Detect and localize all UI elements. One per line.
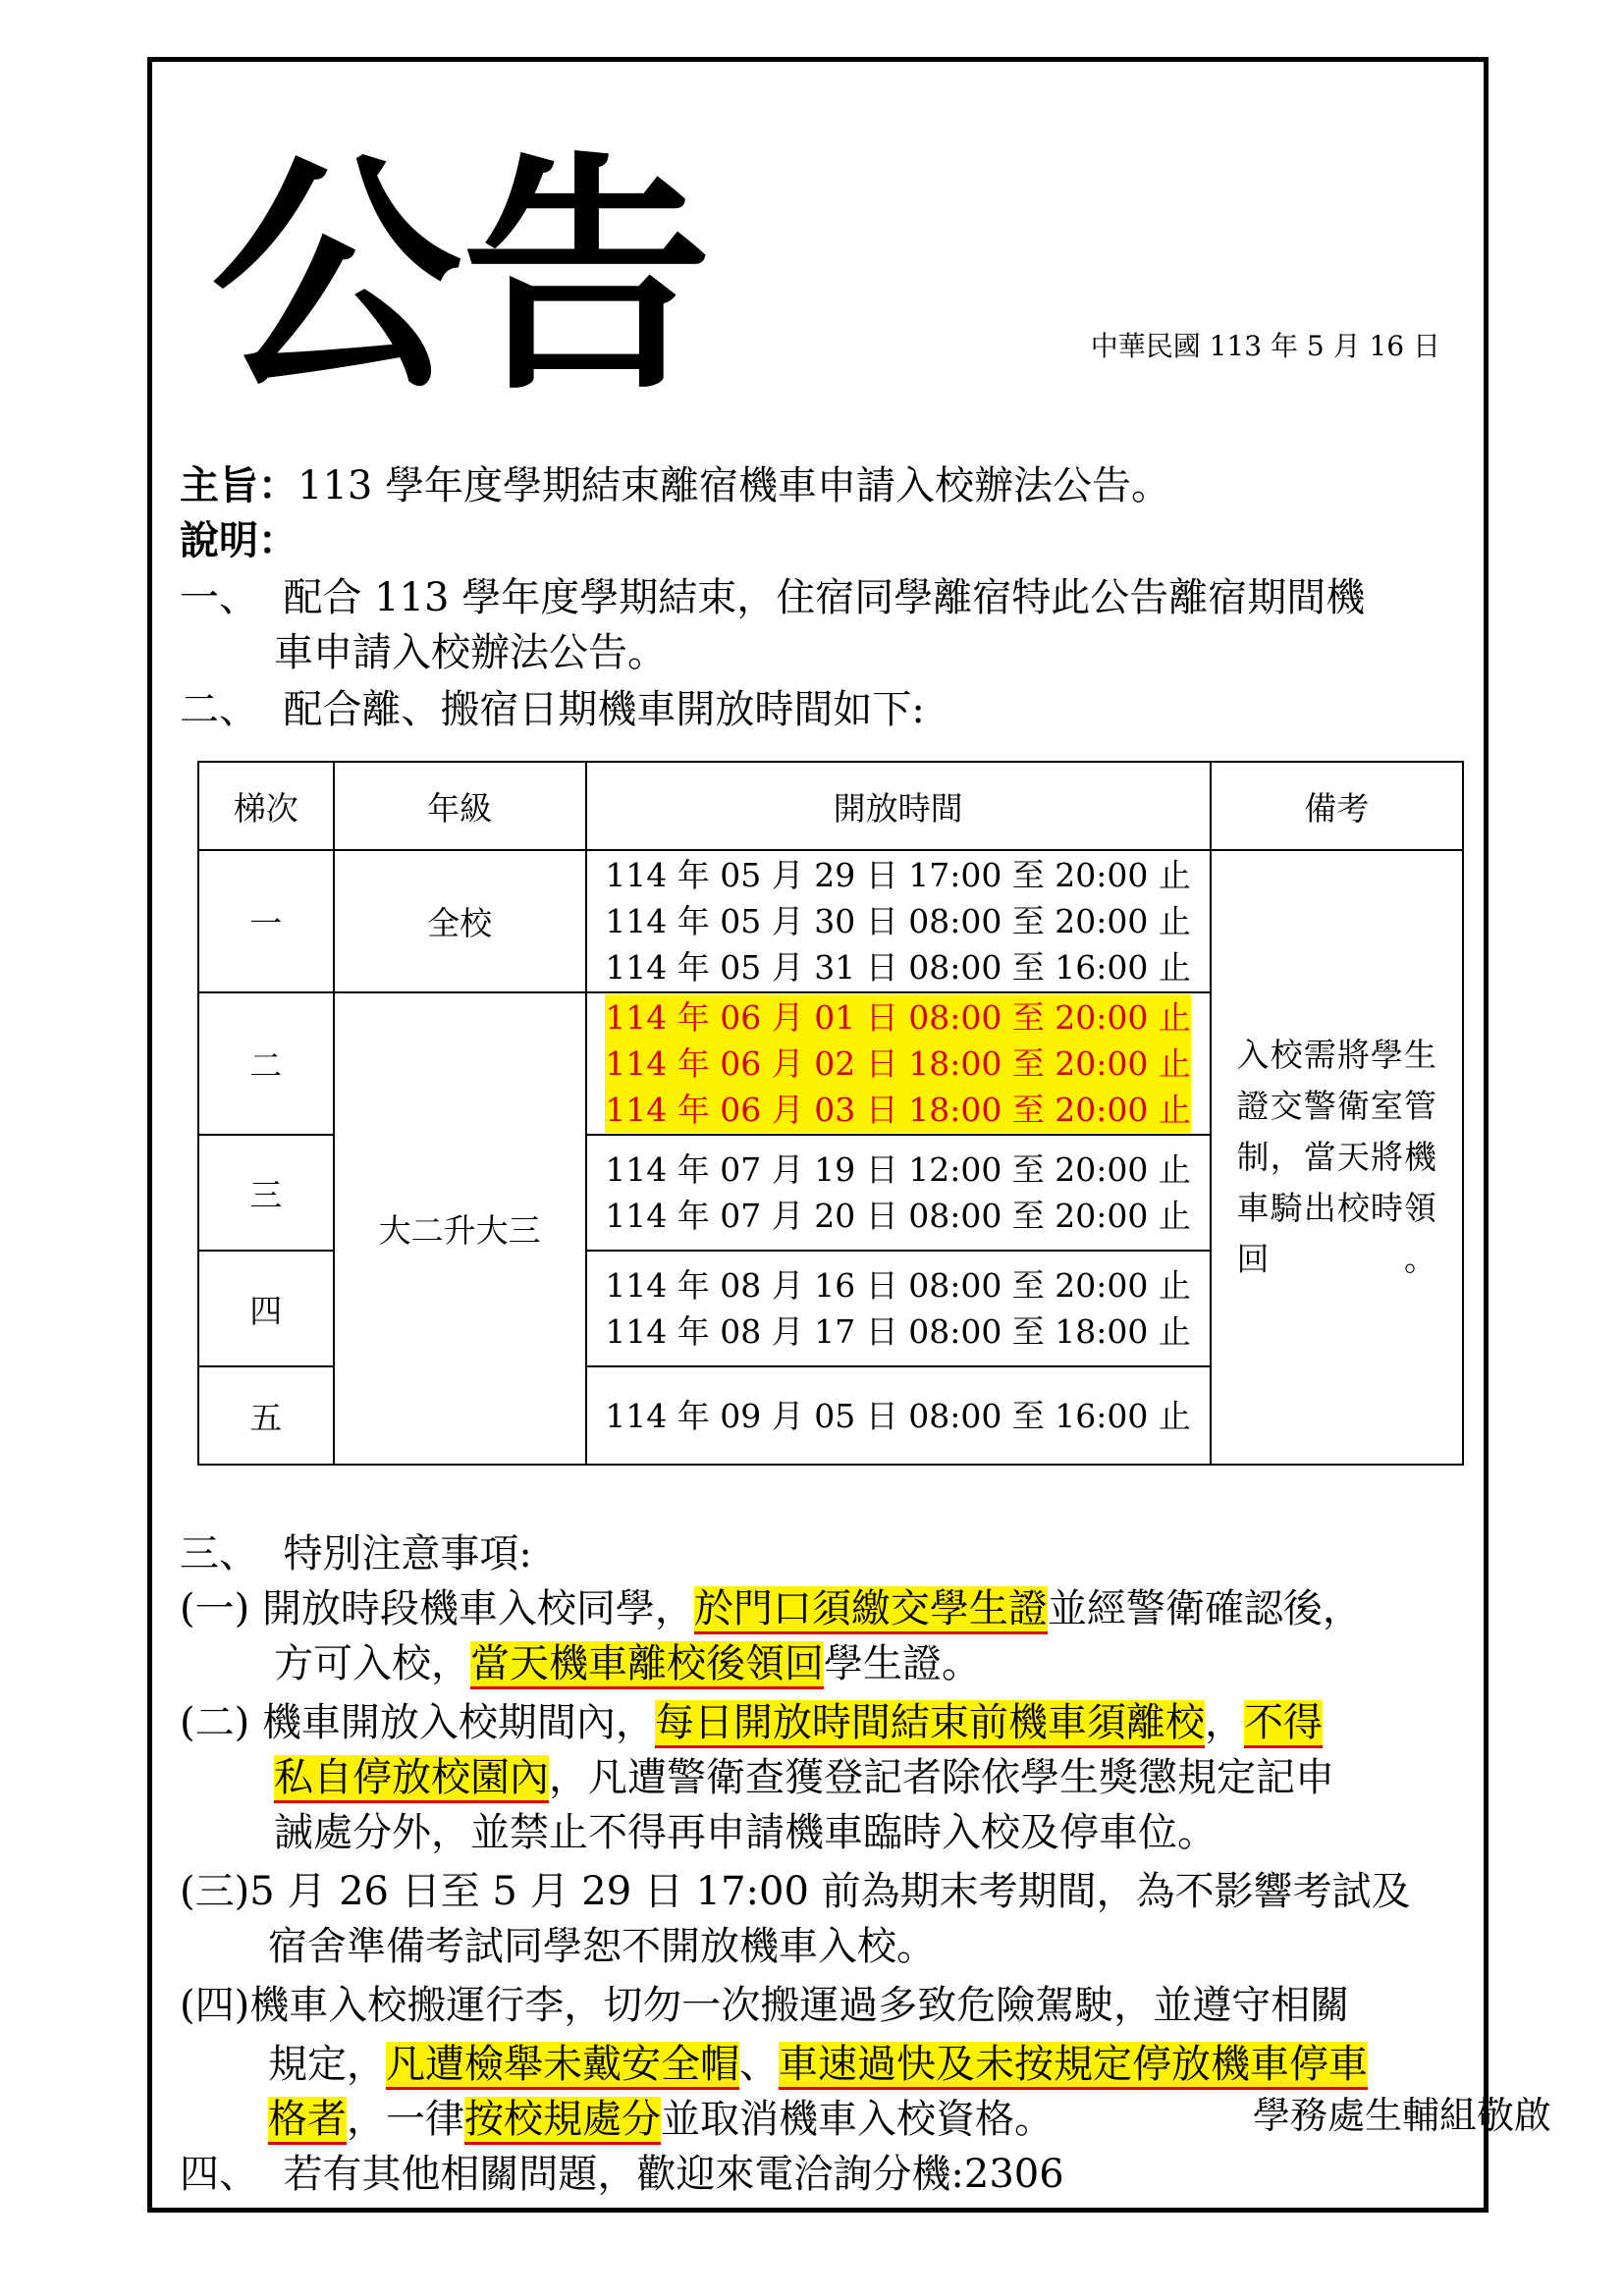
explanation-label: 說明：: [180, 517, 298, 563]
batch-cell: 三: [198, 1135, 334, 1251]
note1-line2: 方可入校，當天機車離校後領回學生證。: [274, 1636, 981, 1691]
header-remark: 備考: [1211, 762, 1463, 850]
time-entry: 114 年 08 月 17 日 08:00 至 18:00 止: [605, 1312, 1191, 1351]
item1-line1: [180, 570, 1365, 625]
item1-number: 一、: [180, 575, 258, 620]
highlight-text: 於門口須繳交學生證: [694, 1586, 1048, 1634]
note1-number: (一): [180, 1586, 250, 1631]
highlight-text: 格者: [268, 2097, 347, 2145]
item4-text: 若有其他相關問題，歡迎來電洽詢分機:2306: [283, 2152, 1064, 2197]
highlight-text: 不得: [1244, 1700, 1323, 1748]
item3-number: 三、: [180, 1531, 258, 1576]
note2-line2: 私自停放校園內，凡遭警衛查獲登記者除依學生獎懲規定記申: [274, 1750, 1334, 1805]
note2-line1: (二) 機車開放入校期間內，每日開放時間結束前機車須離校，不得: [180, 1695, 1323, 1750]
grade-cell-all: 全校: [334, 850, 586, 992]
note3-number: (三): [180, 1869, 250, 1914]
item2-text: 配合離、搬宿日期機車開放時間如下:: [283, 687, 925, 732]
item2-line: [180, 682, 925, 737]
batch-cell: 一: [198, 850, 334, 992]
highlight-text: 當天機車離校後領回: [470, 1641, 824, 1689]
highlight-text: 每日開放時間結束前機車須離校: [655, 1700, 1205, 1748]
batch-cell: 五: [198, 1366, 334, 1465]
notice-date: 中華民國 113 年 5 月 16 日: [1090, 330, 1440, 362]
signature: 學務處生輔組敬啟: [1252, 2094, 1551, 2137]
note2-line3: 誡處分外，並禁止不得再申請機車臨時入校及停車位。: [274, 1810, 1217, 1855]
time-entry: 114 年 05 月 29 日 17:00 至 20:00 止: [605, 856, 1191, 894]
item3-text: 特別注意事項:: [283, 1531, 532, 1576]
note3-line2: 宿舍準備考試同學恕不開放機車入校。: [268, 1924, 936, 1969]
batch-cell: 四: [198, 1251, 334, 1366]
item4-number: 四、: [180, 2152, 258, 2197]
item1-text-1: 配合 113 學年度學期結束，住宿同學離宿特此公告離宿期間機: [283, 575, 1366, 620]
times-cell-highlighted: [586, 992, 1211, 1135]
note3-line1: (三)5 月 26 日至 5 月 29 日 17:00 前為期末考期間，為不影響考試及: [180, 1869, 1411, 1914]
time-entry: 114 年 05 月 30 日 08:00 至 20:00 止: [605, 902, 1191, 940]
subject-line: [180, 458, 1170, 513]
header-batch: 梯次: [198, 762, 334, 850]
time-entry: 114 年 06 月 01 日 08:00 至 20:00 止: [587, 994, 1210, 1041]
notice-title: 公告: [211, 131, 713, 424]
grade-cell-upper: 大二升大三: [334, 992, 586, 1465]
time-entry: 114 年 07 月 19 日 12:00 至 20:00 止: [605, 1150, 1191, 1189]
times-cell: [586, 1366, 1211, 1465]
item3-line: [180, 1526, 532, 1581]
time-entry: 114 年 05 月 31 日 08:00 至 16:00 止: [605, 948, 1191, 987]
header-open-time: 開放時間: [586, 762, 1211, 850]
schedule-table: [197, 761, 1464, 1466]
times-cell: [586, 1251, 1211, 1366]
times-cell: [586, 1135, 1211, 1251]
highlight-text: 車速過快及未按規定停放機車停車: [779, 2042, 1368, 2090]
times-cell: [586, 850, 1211, 992]
remark-cell: [1211, 850, 1463, 1465]
header-grade: 年級: [334, 762, 586, 850]
item4-line: [180, 2147, 1064, 2202]
remark-text: 入校需將學生證交警衛室管制，當天將機車騎出校時領回。: [1236, 1036, 1436, 1278]
notice-frame: [147, 57, 1489, 2213]
note4-line2: 規定，凡遭檢舉未戴安全帽、車速過快及未按規定停放機車停車: [268, 2037, 1368, 2092]
note1-line1: (一) 開放時段機車入校同學，於門口須繳交學生證並經警衛確認後，: [180, 1581, 1362, 1636]
note2-number: (二): [180, 1700, 250, 1745]
time-entry: 114 年 09 月 05 日 08:00 至 16:00 止: [605, 1396, 1191, 1435]
time-entry: 114 年 06 月 02 日 18:00 至 20:00 止: [587, 1041, 1210, 1087]
highlight-text: 按校規處分: [464, 2097, 661, 2145]
note4-line3: 格者，一律按校規處分並取消機車入校資格。: [268, 2092, 1054, 2147]
item1-text-2: 車申請入校辦法公告。: [274, 630, 667, 675]
note4-number: (四): [180, 1983, 250, 2028]
note4-line1: (四)機車入校搬運行李，切勿一次搬運過多致危險駕駛，並遵守相關: [180, 1983, 1350, 2028]
subject-label: 主旨：: [180, 462, 298, 508]
time-entry: 114 年 07 月 20 日 08:00 至 20:00 止: [605, 1197, 1191, 1235]
time-entry: 114 年 06 月 03 日 18:00 至 20:00 止: [587, 1087, 1210, 1133]
time-entry: 114 年 08 月 16 日 08:00 至 20:00 止: [605, 1266, 1191, 1305]
batch-cell: 二: [198, 992, 334, 1135]
item2-number: 二、: [180, 687, 258, 732]
table-header-row: [198, 762, 1463, 850]
highlight-text: 凡遭檢舉未戴安全帽: [386, 2042, 739, 2090]
subject-text: 113 學年度學期結束離宿機車申請入校辦法公告。: [298, 463, 1171, 508]
table-row: [198, 850, 1463, 992]
highlight-text: 私自停放校園內: [274, 1755, 549, 1803]
